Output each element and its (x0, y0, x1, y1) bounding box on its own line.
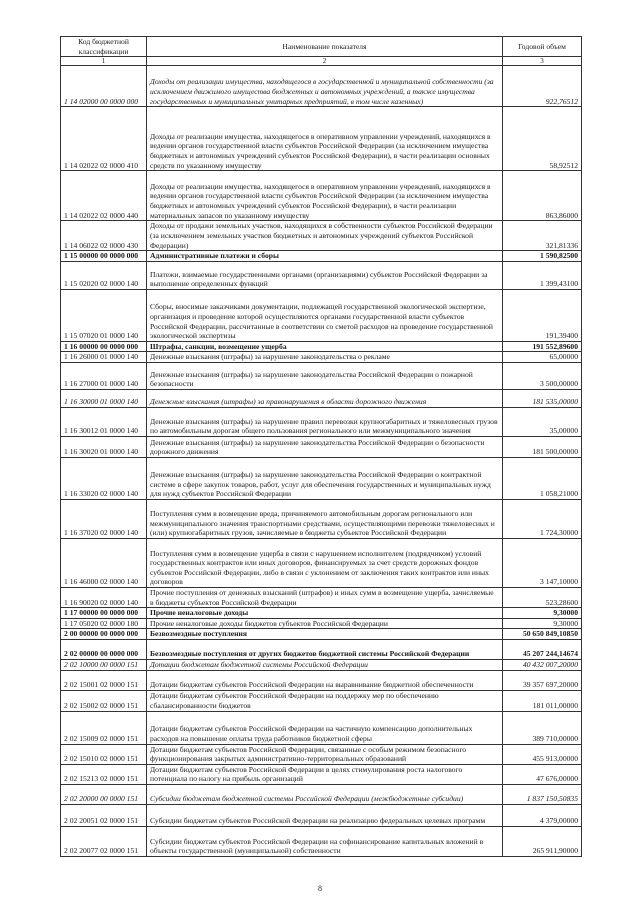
row-code: 1 14 02000 00 0000 000 (61, 66, 147, 107)
row-name: Денежные взыскания (штрафы) за нарушение правил перевозки крупногабаритных и тяжеловесных грузов по автомобильным дорогам общего пользования регионального или межмуниципального значения (147, 407, 503, 436)
row-name: Дотации бюджетам субъектов Российской Федерации, связанные с особым режимом безопасного функционирования закрытых административно-территориальных образований (147, 744, 503, 764)
row-code: 2 02 15213 02 0000 151 (61, 764, 147, 784)
table-header-row (61, 37, 582, 57)
row-value: 3 500,00000 (503, 362, 582, 389)
row-name: Доходы от реализации имущества, находящегося в оперативном управлении учреждений, находящихся в ведении органов государственной власти субъектов Российской Федерации (за исключением имущества бюджетных и автономных учреждений субъектов Российской Федерации), в части реализации основных средств по указанному имуществу (147, 107, 503, 171)
table-row (61, 608, 582, 619)
row-value: 58,92512 (503, 107, 582, 171)
row-code: 2 02 15001 02 0000 151 (61, 670, 147, 690)
column-number-2: 2 (147, 57, 503, 66)
row-name: Денежные взыскания (штрафы) за нарушение законодательства Российской Федерации о безопасности дорожного движения (147, 436, 503, 457)
table-row (61, 639, 582, 659)
table-row (61, 744, 582, 764)
page-number: 8 (318, 884, 322, 893)
row-code: 2 02 15010 02 0000 151 (61, 744, 147, 764)
row-code: 1 16 30012 01 0000 140 (61, 407, 147, 436)
row-value: 455 913,00000 (503, 744, 582, 764)
row-code: 2 02 00000 00 0000 000 (61, 639, 147, 659)
row-value: 181 535,00000 (503, 389, 582, 407)
column-number-1: 1 (61, 57, 147, 66)
row-name: Поступления сумм в возмещение вреда, причиняемого автомобильным дорогам регионального или межмуниципального значения транспортными средствами, осуществляющими перевозки тяжеловесных и (или) крупногабаритных грузов, зачисляемые в бюджеты субъектов Российской Федерации (147, 499, 503, 538)
table-row (61, 289, 582, 341)
table-row (61, 538, 582, 587)
table-row (61, 711, 582, 744)
row-code: 1 15 00000 00 0000 000 (61, 251, 147, 262)
table-row (61, 826, 582, 856)
row-name: Дотации бюджетам субъектов Российской Федерации на поддержку мер по обеспечению сбалансированности бюджетов (147, 690, 503, 711)
row-value: 389 710,00000 (503, 711, 582, 744)
row-code: 2 00 00000 00 0000 000 (61, 629, 147, 640)
row-value: 39 357 697,20000 (503, 670, 582, 690)
table-row (61, 107, 582, 171)
table-row (61, 804, 582, 826)
row-value: 50 650 849,10850 (503, 629, 582, 640)
table-row (61, 407, 582, 436)
table-row (61, 764, 582, 784)
row-code: 1 16 30020 01 0000 140 (61, 436, 147, 457)
row-value: 181 011,00000 (503, 690, 582, 711)
row-code: 1 14 02022 02 0000 410 (61, 107, 147, 171)
row-name: Дотации бюджетам субъектов Российской Федерации на выравнивание бюджетной обеспеченности (147, 670, 503, 690)
row-value: 181 500,00000 (503, 436, 582, 457)
header-name: Наименование показателя (147, 37, 503, 57)
row-value: 40 432 007,20000 (503, 659, 582, 670)
row-name: Прочие неналоговые доходы бюджетов субъектов Российской Федерации (147, 618, 503, 629)
row-value: 191 552,89600 (503, 341, 582, 352)
row-code: 1 15 07020 01 0000 140 (61, 289, 147, 341)
row-code: 1 16 00000 00 0000 000 (61, 341, 147, 352)
table-row (61, 629, 582, 640)
row-value: 1 399,43100 (503, 261, 582, 289)
header-code: Код бюджетной классификации (61, 37, 147, 57)
table-row (61, 690, 582, 711)
document-page (60, 36, 581, 857)
row-name: Субсидии бюджетам субъектов Российской Федерации на реализацию федеральных целевых программ (147, 804, 503, 826)
row-code: 2 02 20051 02 0000 151 (61, 804, 147, 826)
row-name: Штрафы, санкции, возмещение ущерба (147, 341, 503, 352)
row-value: 1 590,82500 (503, 251, 582, 262)
table-row (61, 436, 582, 457)
row-name: Сборы, вносимые заказчиками документации, подлежащей государственной экологической экспертизе, организация и проведение которой осуществляются органами государственной власти субъектов Российской Федерации, рассчитанные в соответствии со сметой расходов на проведение государственной экологической экспертизы (147, 289, 503, 341)
row-code: 1 16 46000 02 0000 140 (61, 538, 147, 587)
row-value: 9,30000 (503, 618, 582, 629)
table-row (61, 261, 582, 289)
header-value: Годовой объем (503, 37, 582, 57)
row-name: Доходы от продажи земельных участков, находящихся в собственности субъектов Российской Федерации (за исключением земельных участков бюджетных и автономных учреждений субъектов Российской Федерации) (147, 221, 503, 251)
row-name: Безвозмездные поступления (147, 629, 503, 640)
row-code: 1 17 00000 00 0000 000 (61, 608, 147, 619)
table-row (61, 618, 582, 629)
column-number-3: 3 (503, 57, 582, 66)
row-code: 1 14 06022 02 0000 430 (61, 221, 147, 251)
row-name: Безвозмездные поступления от других бюджетов бюджетной системы Российской Федерации (147, 639, 503, 659)
row-name: Доходы от реализации имущества, находящегося в государственной и муниципальной собственности (за исключением движимого имущества бюджетных и автономных учреждений, а также имущества государственных и муниципальных унитарных предприятий, в том числе казенных) (147, 66, 503, 107)
table-row (61, 457, 582, 499)
row-code: 1 15 02020 02 0000 140 (61, 261, 147, 289)
table-row (61, 389, 582, 407)
row-name: Доходы от реализации имущества, находящегося в оперативном управлении учреждений, находящихся в ведении органов государственной власти субъектов Российской Федерации (за исключением имущества бюджетных и автономных учреждений субъектов Российской Федерации), в части реализации материальных запасов по указанному имуществу (147, 171, 503, 221)
row-value: 523,28600 (503, 587, 582, 607)
table-row (61, 341, 582, 352)
table-row (61, 784, 582, 804)
table-row (61, 670, 582, 690)
row-value: 265 911,90000 (503, 826, 582, 856)
row-name: Субсидии бюджетам субъектов Российской Федерации на софинансирование капитальных вложений в объекты государственной (муниципальной) собственности (147, 826, 503, 856)
row-code: 1 16 90020 02 0000 140 (61, 587, 147, 607)
row-name: Субсидии бюджетам бюджетной системы Российской Федерации (межбюджетные субсидии) (147, 784, 503, 804)
column-number-row (61, 57, 582, 66)
row-code: 2 02 15009 02 0000 151 (61, 711, 147, 744)
row-code: 2 02 10000 00 0000 151 (61, 659, 147, 670)
row-value: 35,00000 (503, 407, 582, 436)
row-code: 2 02 20077 02 0000 151 (61, 826, 147, 856)
row-value: 45 207 244,14674 (503, 639, 582, 659)
row-name: Прочие неналоговые доходы (147, 608, 503, 619)
row-name: Дотации бюджетам бюджетной системы Российской Федерации (147, 659, 503, 670)
row-code: 1 16 26000 01 0000 140 (61, 352, 147, 363)
row-code: 2 02 15002 02 0000 151 (61, 690, 147, 711)
row-value: 9,30000 (503, 608, 582, 619)
row-code: 1 14 02022 02 0000 440 (61, 171, 147, 221)
row-value: 191,39400 (503, 289, 582, 341)
row-name: Административные платежи и сборы (147, 251, 503, 262)
row-value: 863,86000 (503, 171, 582, 221)
table-row (61, 352, 582, 363)
row-name: Платежи, взимаемые государственными органами (организациями) субъектов Российской Федерации за выполнение определенных функций (147, 261, 503, 289)
row-value: 1 837 150,50835 (503, 784, 582, 804)
row-code: 1 16 37020 02 0000 140 (61, 499, 147, 538)
row-value: 1 724,30000 (503, 499, 582, 538)
row-value: 3 147,10000 (503, 538, 582, 587)
row-code: 1 16 27000 01 0000 140 (61, 362, 147, 389)
table-row (61, 171, 582, 221)
table-row (61, 659, 582, 670)
row-name: Денежные взыскания (штрафы) за нарушение законодательства Российской Федерации о контрактной системе в сфере закупок товаров, работ, услуг для обеспечения государственных и муниципальных нужд для нужд субъектов Российской Федерации (147, 457, 503, 499)
row-code: 1 17 05020 02 0000 180 (61, 618, 147, 629)
row-name: Поступления сумм в возмещение ущерба в связи с нарушением исполнителем (подрядчиком) условий государственных контрактов или иных договоров, финансируемых за счет средств дорожных фондов субъектов Российской Федерации, либо в связи с уклонением от заключения таких контрактов или иных договоров (147, 538, 503, 587)
row-name: Денежные взыскания (штрафы) за нарушение законодательства Российской Федерации о пожарной безопасности (147, 362, 503, 389)
row-name: Денежные взыскания (штрафы) за нарушение законодательства о рекламе (147, 352, 503, 363)
table-row (61, 499, 582, 538)
row-value: 4 379,00000 (503, 804, 582, 826)
row-value: 47 676,00000 (503, 764, 582, 784)
table-row (61, 66, 582, 107)
table-row (61, 587, 582, 607)
revenue-table (60, 36, 582, 857)
row-name: Дотации бюджетам субъектов Российской Федерации в целях стимулирования роста налогового потенциала по налогу на прибыль организаций (147, 764, 503, 784)
row-name: Прочие поступления от денежных взысканий (штрафов) и иных сумм в возмещение ущерба, зачисляемые в бюджеты субъектов Российской Федерации (147, 587, 503, 607)
row-value: 321,81336 (503, 221, 582, 251)
table-row (61, 251, 582, 262)
table-row (61, 221, 582, 251)
table-row (61, 362, 582, 389)
row-value: 922,76512 (503, 66, 582, 107)
row-name: Денежные взыскания (штрафы) за правонарушения в области дорожного движения (147, 389, 503, 407)
row-code: 2 02 20000 00 0000 151 (61, 784, 147, 804)
row-value: 1 058,21000 (503, 457, 582, 499)
row-code: 1 16 30000 01 0000 140 (61, 389, 147, 407)
row-code: 1 16 33020 02 0000 140 (61, 457, 147, 499)
row-value: 65,00000 (503, 352, 582, 363)
row-name: Дотации бюджетам субъектов Российской Федерации на частичную компенсацию дополнительных расходов на повышение оплаты труда работников бюджетной сферы (147, 711, 503, 744)
